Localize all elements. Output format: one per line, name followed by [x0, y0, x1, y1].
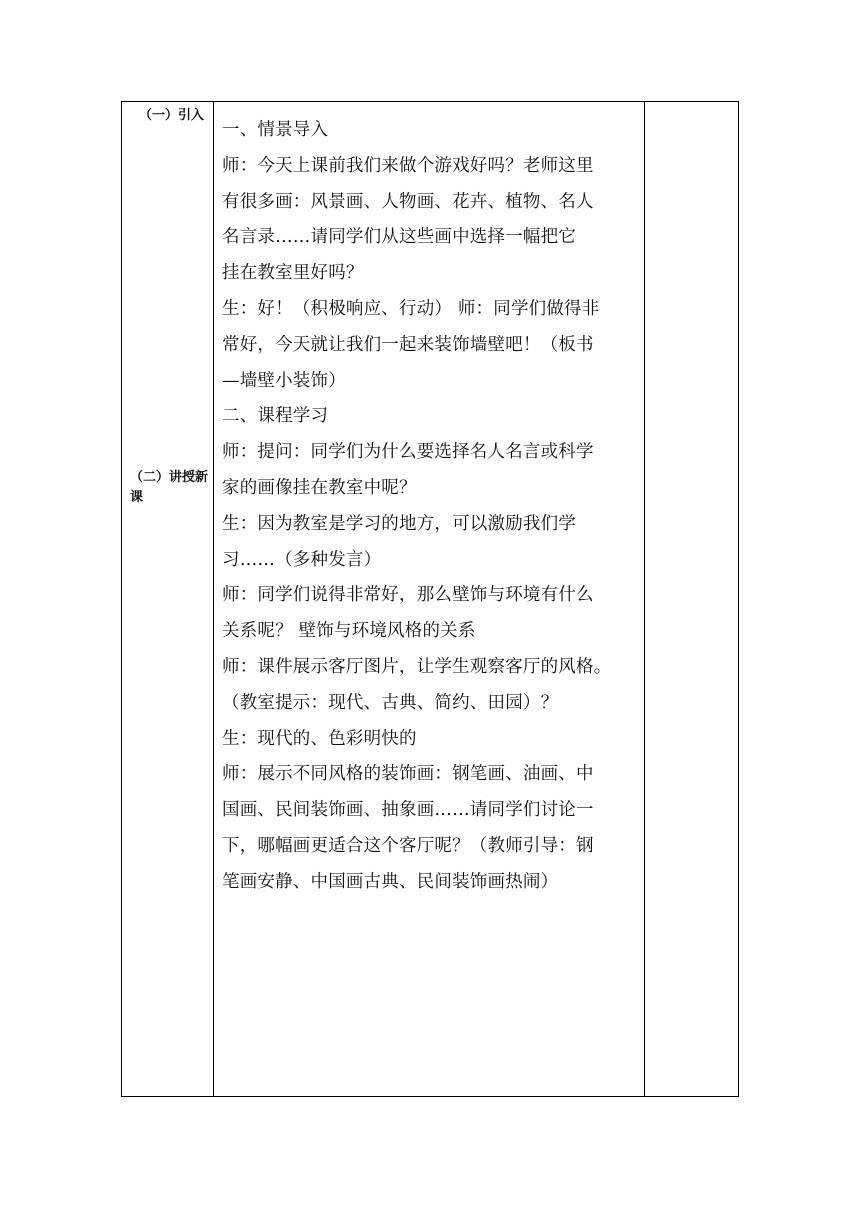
content-line: —墙壁小装饰） — [222, 370, 346, 391]
content-heading-scenario: 一、情景导入 — [222, 120, 329, 140]
content-line: （教室提示：现代、古典、简约、田园）？ — [222, 692, 559, 713]
content-line: 下，哪幅画更适合这个客厅呢？（教师引导：钢 — [222, 835, 594, 856]
content-line: 师：提问：同学们为什么要选择名人名言或科学 — [222, 442, 594, 463]
section-intro-label: （一）引入 — [139, 108, 205, 123]
lesson-plan-table — [121, 101, 739, 1097]
lesson-content-body — [222, 113, 637, 901]
content-line: 有很多画：风景画、人物画、花卉、植物、名人 — [222, 191, 594, 212]
content-line: 名言录……请同学们从这些画中选择一幅把它 — [222, 227, 576, 248]
content-line: 关系呢？ 壁饰与环境风格的关系 — [222, 621, 476, 642]
content-line: 生：现代的、色彩明快的 — [222, 728, 417, 749]
content-line: 挂在教室里好吗？ — [222, 263, 364, 284]
content-heading-course-study: 二、课程学习 — [222, 406, 329, 427]
content-line: 师：展示不同风格的装饰画：钢笔画、油画、中 — [222, 764, 594, 785]
content-line: 国画、民间装饰画、抽象画……请同学们讨论一 — [222, 800, 594, 821]
content-line: 习……（多种发言） — [222, 549, 382, 570]
content-line: 生：因为教室是学习的地方，可以激励我们学 — [222, 513, 576, 534]
content-line: 师：同学们说得非常好，那么壁饰与环境有什么 — [222, 585, 594, 606]
content-line: 生：好！（积极响应、行动） 师：同学们做得非 — [222, 298, 600, 319]
content-line: 师：课件展示客厅图片，让学生观察客厅的风格。 — [222, 656, 612, 677]
content-line: 笔画安静、中国画古典、民间装饰画热闹） — [222, 871, 559, 892]
notes-column — [645, 102, 738, 1096]
section-label-column — [122, 102, 214, 1096]
content-line: 常好，今天就让我们一起来装饰墙壁吧！（板书 — [222, 334, 594, 355]
content-line: 师：今天上课前我们来做个游戏好吗？老师这里 — [222, 155, 594, 176]
lesson-content-column — [214, 102, 645, 1096]
content-line: 家的画像挂在教室中呢？ — [222, 477, 417, 498]
section-lecture-label: （二）讲授新课 — [130, 470, 209, 505]
